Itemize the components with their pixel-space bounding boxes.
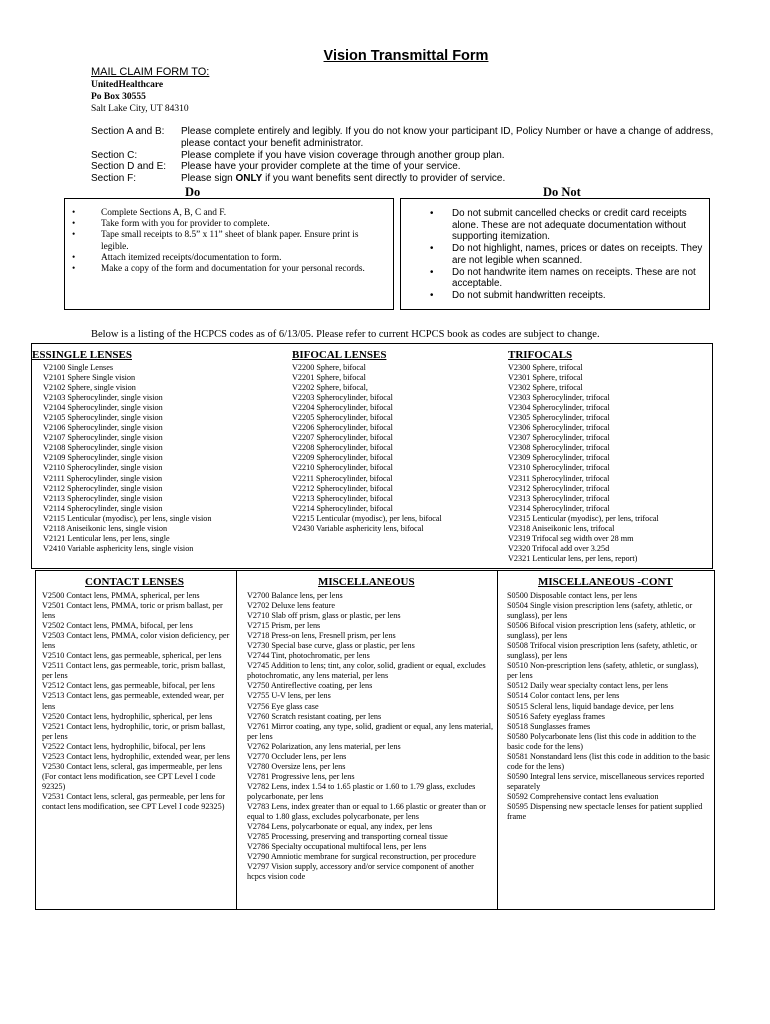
code-item: V2100 Single Lenses bbox=[43, 363, 114, 372]
code-item: V2700 Balance lens, per lens bbox=[247, 591, 343, 600]
address-city: Salt Lake City, UT 84310 bbox=[91, 104, 189, 114]
do-item: • Attach itemized receipts/documentation to form. bbox=[101, 253, 387, 264]
code-item: V2797 Vision supply, accessory and/or service component of another hcpcs vision code bbox=[247, 862, 474, 882]
address-company: UnitedHealthcare bbox=[91, 80, 164, 90]
code-item: V2314 Spherocylinder, trifocal bbox=[508, 503, 610, 513]
code-item: V2320 Trifocal add over 3.25d bbox=[508, 543, 610, 553]
code-item: V2302 Sphere, trifocal bbox=[508, 383, 583, 393]
code-item: V2106 Spherocylinder, single vision bbox=[43, 423, 163, 433]
code-item: V2215 Lenticular (myodisc), per lens, bifocal bbox=[292, 513, 442, 523]
code-item: V2112 Spherocylinder, single vision bbox=[43, 483, 163, 493]
code-item: V2202 Sphere, bifocal, bbox=[292, 383, 368, 393]
code-item: V2520 Contact lens, hydrophilic, spherical, per lens bbox=[42, 711, 213, 721]
do-item: • Tape small receipts to 8.5” x 11” sheet of blank paper. Ensure print is legible. bbox=[101, 230, 387, 252]
single-lenses-heading bbox=[32, 349, 132, 361]
do-list bbox=[101, 208, 387, 275]
code-item: V2102 Sphere, single vision bbox=[43, 383, 136, 393]
instruction-text: Please have your provider complete at the time of your service. bbox=[181, 161, 461, 173]
hcpcs-listing-note: Below is a listing of the HCPCS codes as of 6/13/05. Please refer to current HCPCS book as codes are subject to change. bbox=[91, 329, 600, 340]
code-item: V2200 Sphere, bifocal bbox=[292, 363, 366, 372]
do-list-box bbox=[64, 198, 394, 310]
code-item: V2201 Sphere, bifocal bbox=[292, 373, 366, 383]
code-item: V2301 Sphere, trifocal bbox=[508, 373, 583, 383]
code-item: V2500 Contact lens, PMMA, spherical, per lens bbox=[42, 591, 200, 600]
instruction-row bbox=[91, 126, 721, 150]
code-item: V2114 Spherocylinder, single vision bbox=[43, 503, 163, 513]
code-item: V2523 Contact lens, hydrophilic, extended wear, per lens bbox=[42, 751, 230, 761]
code-item: V2410 Variable asphericity lens, single vision bbox=[43, 543, 194, 553]
code-item: S0500 Disposable contact lens, per lens bbox=[507, 591, 638, 600]
column-divider bbox=[497, 571, 498, 909]
code-item: V2785 Processing, preserving and transporting corneal tissue bbox=[247, 832, 448, 842]
address-po-box: Po Box 30555 bbox=[91, 92, 146, 102]
section-instructions bbox=[91, 126, 721, 185]
code-item: V2111 Spherocylinder, single vision bbox=[43, 473, 163, 483]
code-item: V2208 Spherocylinder, bifocal bbox=[292, 443, 393, 453]
do-not-item: • Do not submit handwritten receipts. bbox=[452, 290, 706, 302]
code-item: V2790 Amniotic membrane for surgical reconstruction, per procedure bbox=[247, 852, 477, 862]
miscellaneous-list bbox=[247, 591, 493, 882]
do-not-heading: Do Not bbox=[543, 185, 581, 199]
code-item: V2121 Lenticular lens, per lens, single bbox=[43, 533, 170, 543]
code-item: V2702 Deluxe lens feature bbox=[247, 601, 335, 611]
code-item: V2745 Addition to lens; tint, any color, solid, gradient or equal, excludes photochromatic, any lens material, per lens bbox=[247, 661, 486, 681]
instruction-text-before: Please sign bbox=[181, 173, 236, 185]
code-item: V2784 Lens, polycarbonate or equal, any index, per lens bbox=[247, 822, 433, 832]
do-item: • Make a copy of the form and documentation for your personal records. bbox=[101, 264, 387, 275]
code-item: V2210 Spherocylinder, bifocal bbox=[292, 463, 393, 473]
contact-lenses-list bbox=[42, 591, 230, 812]
code-item: V2501 Contact lens, PMMA, toric or prism ballast, per lens bbox=[42, 601, 223, 621]
code-item: S0518 Sunglasses frames bbox=[507, 721, 591, 731]
code-item: S0514 Color contact lens, per lens bbox=[507, 691, 620, 701]
instruction-label: Section D and E: bbox=[91, 161, 167, 173]
code-item: V2780 Oversize lens, per lens bbox=[247, 761, 346, 771]
code-item: S0592 Comprehensive contact lens evaluation bbox=[507, 791, 659, 801]
single-lenses-heading-prefix: ES bbox=[32, 349, 46, 361]
miscellaneous-cont-list bbox=[507, 591, 711, 822]
single-lenses-list bbox=[43, 363, 283, 554]
code-item: V2510 Contact lens, gas permeable, spherical, per lens bbox=[42, 651, 222, 661]
code-item: S0504 Single vision prescription lens (safety, athletic, or sunglass), per lens bbox=[507, 601, 693, 621]
code-item: V2107 Spherocylinder, single vision bbox=[43, 433, 163, 443]
code-item: V2206 Spherocylinder, bifocal bbox=[292, 423, 393, 433]
code-item: V2306 Spherocylinder, trifocal bbox=[508, 423, 610, 433]
code-item: V2113 Spherocylinder, single vision bbox=[43, 493, 163, 503]
code-item: V2715 Prism, per lens bbox=[247, 621, 321, 631]
instruction-label: Section F: bbox=[91, 173, 137, 185]
code-item: V2104 Spherocylinder, single vision bbox=[43, 403, 163, 413]
code-item: V2502 Contact lens, PMMA, bifocal, per lens bbox=[42, 621, 193, 631]
code-item: V2212 Spherocylinder, bifocal bbox=[292, 483, 393, 493]
contact-misc-codes-box bbox=[35, 570, 715, 910]
code-item: S0580 Polycarbonate lens (list this code in addition to the basic code for the lens) bbox=[507, 731, 696, 751]
code-item: V2531 Contact lens, scleral, gas permeable, per lens for contact lens modification, see CPT Level I code 92325) bbox=[42, 791, 226, 811]
code-item: V2307 Spherocylinder, trifocal bbox=[508, 433, 610, 443]
mailing-address bbox=[91, 79, 189, 115]
instruction-label: Section A and B: bbox=[91, 126, 165, 137]
do-not-item: • Do not highlight, names, prices or dates on receipts. They are not legible when scanned. bbox=[452, 243, 706, 266]
code-item: V2204 Spherocylinder, bifocal bbox=[292, 403, 393, 413]
lens-codes-box bbox=[31, 343, 713, 569]
single-lenses-heading-text: SINGLE LENSES bbox=[45, 349, 132, 361]
code-item: V2503 Contact lens, PMMA, color vision deficiency, per lens bbox=[42, 631, 230, 651]
instruction-text-after: if you want benefits sent directly to provider of service. bbox=[262, 173, 506, 185]
miscellaneous-heading: MISCELLANEOUS bbox=[318, 576, 415, 588]
code-item: V2511 Contact lens, gas permeable, toric, prism ballast, per lens bbox=[42, 661, 226, 681]
code-item: S0516 Safety eyeglass frames bbox=[507, 711, 605, 721]
code-item: V2312 Spherocylinder, trifocal bbox=[508, 483, 610, 493]
code-item: V2300 Sphere, trifocal bbox=[508, 363, 583, 372]
code-item: S0508 Trifocal vision prescription lens (safety, athletic, or sunglass), per lens bbox=[507, 641, 698, 661]
code-item: V2101 Sphere Single vision bbox=[43, 373, 136, 383]
code-item: V2205 Spherocylinder, bifocal bbox=[292, 413, 393, 423]
instruction-text bbox=[181, 173, 721, 185]
code-item: V2214 Spherocylinder, bifocal bbox=[292, 503, 393, 513]
trifocals-list bbox=[508, 363, 708, 564]
code-item: V2730 Special base curve, glass or plastic, per lens bbox=[247, 641, 415, 651]
code-item: V2760 Scratch resistant coating, per lens bbox=[247, 711, 382, 721]
contact-lenses-heading: CONTACT LENSES bbox=[85, 576, 184, 588]
code-item: V2310 Spherocylinder, trifocal bbox=[508, 463, 610, 473]
code-item: S0510 Non-prescription lens (safety, athletic, or sunglass), per lens bbox=[507, 661, 699, 681]
do-not-list bbox=[452, 208, 706, 302]
code-item: V2303 Spherocylinder, trifocal bbox=[508, 393, 610, 403]
code-item: V2105 Spherocylinder, single vision bbox=[43, 413, 163, 423]
code-item: S0512 Daily wear specialty contact lens, per lens bbox=[507, 681, 668, 691]
code-item: (For contact lens modification, see CPT Level I code 92325) bbox=[42, 771, 216, 791]
code-item: V2207 Spherocylinder, bifocal bbox=[292, 433, 393, 443]
code-item: S0581 Nonstandard lens (list this code in addition to the basic code for the lens) bbox=[507, 751, 710, 771]
code-item: V2110 Spherocylinder, single vision bbox=[43, 463, 163, 473]
instruction-label: Section C: bbox=[91, 149, 138, 161]
bifocal-lenses-list bbox=[292, 363, 492, 534]
code-item: S0590 Integral lens service, miscellaneous services reported separately bbox=[507, 771, 705, 791]
code-item: V2308 Spherocylinder, trifocal bbox=[508, 443, 610, 453]
code-item: V2430 Variable asphericity lens, bifocal bbox=[292, 523, 424, 533]
code-item: V2309 Spherocylinder, trifocal bbox=[508, 453, 610, 463]
bifocal-lenses-heading: BIFOCAL LENSES bbox=[292, 349, 387, 361]
do-not-list-box bbox=[400, 198, 710, 310]
code-item: V2786 Specialty occupational multifocal lens, per lens bbox=[247, 842, 427, 852]
do-item: • Take form with you for provider to complete. bbox=[101, 219, 387, 230]
code-item: V2305 Spherocylinder, trifocal bbox=[508, 413, 610, 423]
code-item: V2513 Contact lens, gas permeable, extended wear, per lens bbox=[42, 691, 225, 711]
code-item: V2710 Slab off prism, glass or plastic, per lens bbox=[247, 611, 401, 621]
code-item: V2762 Polarization, any lens material, per lens bbox=[247, 741, 401, 751]
code-item: V2213 Spherocylinder, bifocal bbox=[292, 493, 393, 503]
code-item: V2512 Contact lens, gas permeable, bifocal, per lens bbox=[42, 681, 215, 691]
instruction-text: Please complete entirely and legibly. If you do not know your participant ID, Policy Number or have a change of address, please contact your benefit administrator. bbox=[181, 126, 714, 149]
code-item: V2761 Mirror coating, any type, solid, gradient or equal, any lens material, per lens bbox=[247, 721, 494, 741]
code-item: S0595 Dispensing new spectacle lenses for patient supplied frame bbox=[507, 801, 703, 822]
code-item: V2321 Lenticular lens, per lens, report) bbox=[508, 553, 638, 563]
code-item: V2103 Spherocylinder, single vision bbox=[43, 393, 163, 403]
code-item: V2315 Lenticular (myodisc), per lens, trifocal bbox=[508, 513, 659, 523]
form-title: Vision Transmittal Form bbox=[323, 48, 489, 64]
code-item: V2118 Aniseikonic lens, single vision bbox=[43, 523, 168, 533]
code-item: S0515 Scleral lens, liquid bandage device, per lens bbox=[507, 701, 674, 711]
code-item: V2203 Spherocylinder, bifocal bbox=[292, 393, 393, 403]
instruction-emphasis: ONLY bbox=[235, 173, 263, 185]
do-item: • Complete Sections A, B, C and F. bbox=[101, 208, 387, 219]
code-item: V2782 Lens, index 1.54 to 1.65 plastic or 1.60 to 1.79 glass, excludes polycarbonate, per lens bbox=[247, 781, 476, 801]
code-item: V2319 Trifocal seg width over 28 mm bbox=[508, 533, 634, 543]
trifocals-heading: TRIFOCALS bbox=[508, 349, 573, 361]
code-item: V2209 Spherocylinder, bifocal bbox=[292, 453, 393, 463]
code-item: V2783 Lens, index greater than or equal to 1.66 plastic or greater than or equal to 1.80 glass, excludes polycarbonate, per lens bbox=[247, 801, 486, 822]
code-item: V2115 Lenticular (myodisc), per lens, single vision bbox=[43, 513, 212, 523]
code-item: V2750 Antireflective coating, per lens bbox=[247, 681, 373, 691]
code-item: V2313 Spherocylinder, trifocal bbox=[508, 493, 610, 503]
column-divider bbox=[236, 571, 237, 909]
code-item: V2781 Progressive lens, per lens bbox=[247, 771, 355, 781]
instruction-row bbox=[91, 173, 721, 185]
code-item: V2718 Press-on lens, Fresnell prism, per lens bbox=[247, 631, 396, 641]
instruction-row bbox=[91, 161, 721, 173]
code-item: S0506 Bifocal vision prescription lens (safety, athletic, or sunglass), per lens bbox=[507, 621, 696, 641]
code-item: V2108 Spherocylinder, single vision bbox=[43, 443, 163, 453]
code-item: V2755 U-V lens, per lens bbox=[247, 691, 331, 701]
instruction-text: Please complete if you have vision coverage through another group plan. bbox=[181, 149, 505, 161]
code-item: V2521 Contact lens, hydrophilic, toric, or prism ballast, per lens bbox=[42, 721, 226, 741]
code-item: V2304 Spherocylinder, trifocal bbox=[508, 403, 610, 413]
do-not-item: • Do not handwrite item names on receipts. These are not acceptable. bbox=[452, 267, 706, 290]
code-item: V2109 Spherocylinder, single vision bbox=[43, 453, 163, 463]
code-item: V2756 Eye glass case bbox=[247, 701, 319, 711]
do-not-item: • Do not submit cancelled checks or credit card receipts alone. These are not adequate documentation without supporting itemization. bbox=[452, 208, 706, 243]
do-heading: Do bbox=[185, 185, 201, 199]
code-item: V2318 Aniseikonic lens, trifocal bbox=[508, 523, 615, 533]
code-item: V2770 Occluder lens, per lens bbox=[247, 751, 347, 761]
instruction-row bbox=[91, 150, 721, 162]
mail-claim-label: MAIL CLAIM FORM TO: bbox=[91, 66, 210, 78]
miscellaneous-cont-heading: MISCELLANEOUS -CONT bbox=[538, 576, 673, 588]
code-item: V2744 Tint, photochromatic, per lens bbox=[247, 651, 370, 661]
code-item: V2522 Contact lens, hydrophilic, bifocal, per lens bbox=[42, 741, 206, 751]
code-item: V2311 Spherocylinder, trifocal bbox=[508, 473, 610, 483]
code-item: V2530 Contact lens, scleral, gas impermeable, per lens bbox=[42, 761, 223, 771]
code-item: V2211 Spherocylinder, bifocal bbox=[292, 473, 393, 483]
